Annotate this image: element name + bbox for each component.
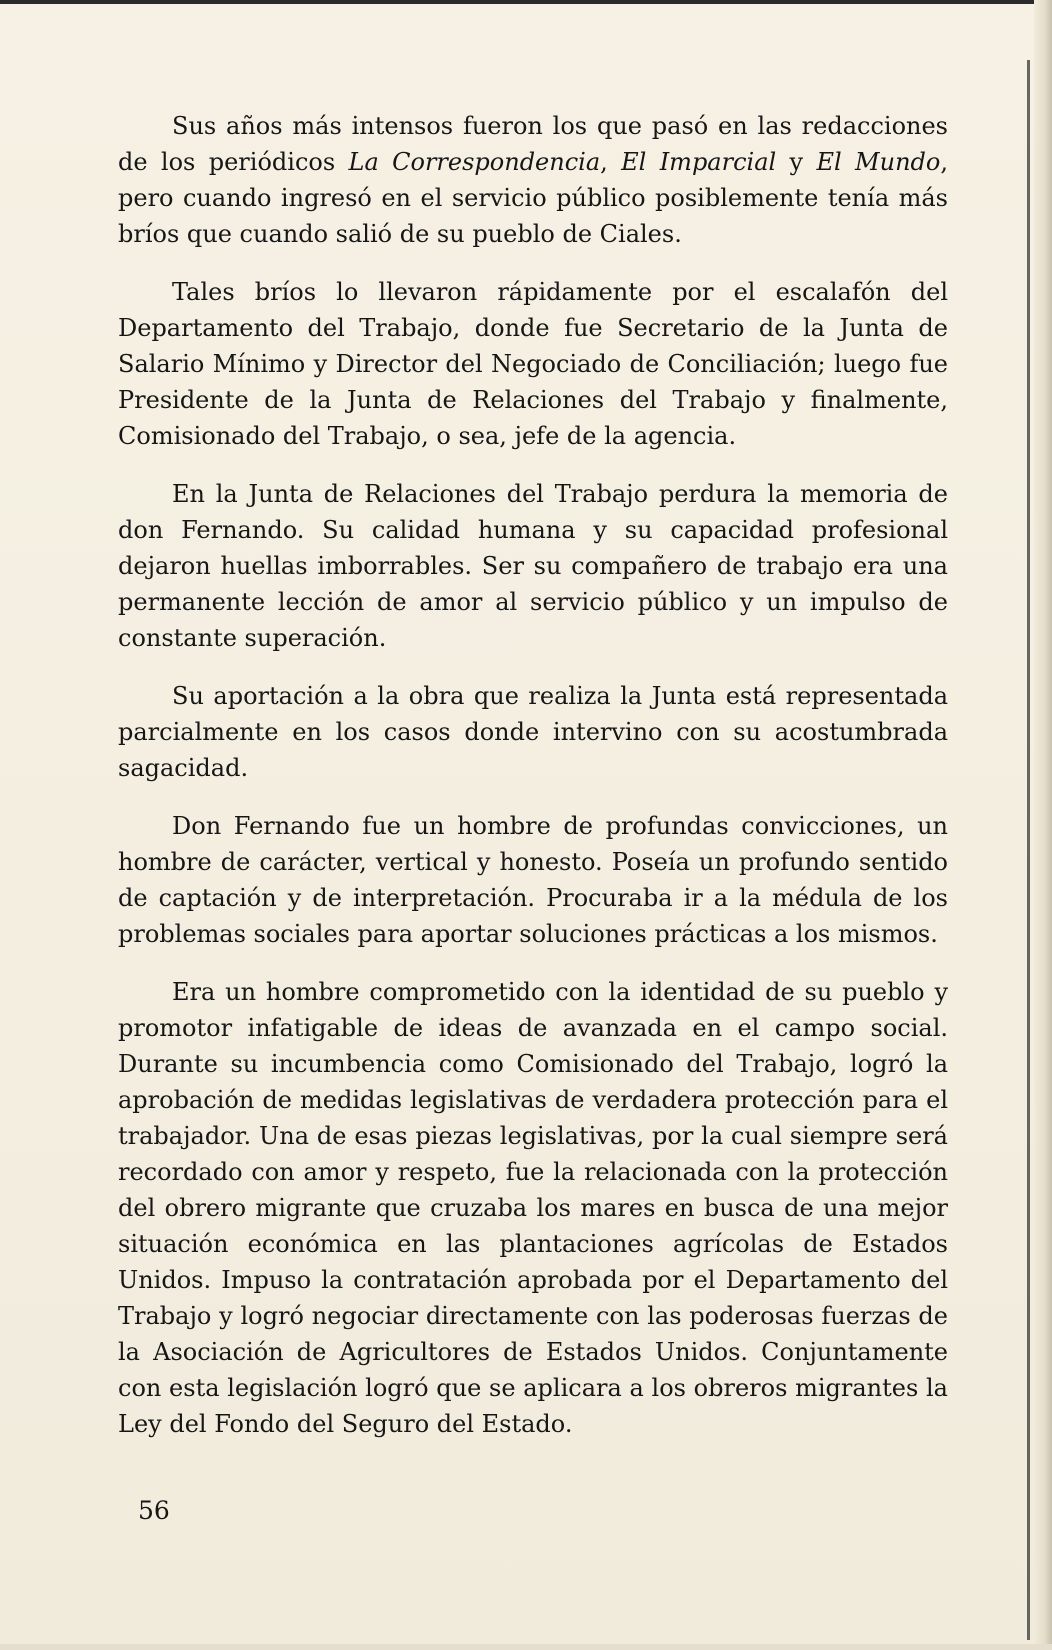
paragraph-5: Don Fernando fue un hombre de profundas convicciones, un hombre de carácter, vertical y honesto. Poseía un profundo sentido de captación y de interpretación. Procuraba ir a la médula de los problemas sociales para aportar soluciones prácticas a los mismos. [118, 812, 948, 948]
paragraph-1: Sus años más intensos fueron los que pasó en las redacciones de los periódicos La Correspondencia, El Imparcial y El Mundo, pero cuando ingresó en el servicio público posiblemente tenía más bríos que cuando salió de su pueblo de Ciales. [118, 112, 948, 248]
page-top-edge [0, 0, 1052, 4]
paragraph-2: Tales bríos lo llevaron rápidamente por el escalafón del Departamento del Trabajo, donde fue Secretario de la Junta de Salario Mínimo y Director del Negociado de Conciliación; luego fue Presidente de la Junta de Relaciones del Trabajo y finalmente, Comisionado del Trabajo, o sea, jefe de la agencia. [118, 278, 948, 450]
newspaper-title: La Correspondencia [348, 148, 601, 176]
page-bottom-edge [0, 1644, 1052, 1650]
page-number: 56 [138, 1496, 170, 1525]
newspaper-title: El Mundo [816, 148, 941, 176]
binding-shadow-line [1027, 60, 1030, 1640]
paragraph-6: Era un hombre comprometido con la identidad de su pueblo y promotor infatigable de ideas de avanzada en el campo social. Durante su incumbencia como Comisionado del Trabajo, logró la aprobación de medidas legislativas de verdadera protección para el trabajador. Una de esas piezas legislativas, por la cual siempre será recordado con amor y respeto, fue la relacionada con la protección del obrero migrante que cruzaba los mares en busca de una mejor situación económica en las plantaciones agrícolas de Estados Unidos. Impuso la contratación aprobada por el Departamento del Trabajo y logró negociar directamente con las poderosas fuerzas de la Asociación de Agricultores de Estados Unidos. Conjuntamente con esta legislación logró que se aplicara a los obreros migrantes la Ley del Fondo del Seguro del Estado. [118, 978, 948, 1438]
body-text [118, 108, 948, 1464]
newspaper-title: El Imparcial [621, 148, 777, 176]
paragraph-3: En la Junta de Relaciones del Trabajo perdura la memoria de don Fernando. Su calidad humana y su capacidad profesional dejaron huellas imborrables. Ser su compañero de trabajo era una permanente lección de amor al servicio público y un impulso de constante superación. [118, 480, 948, 652]
page-right-edge [1034, 0, 1052, 1650]
paragraph-4: Su aportación a la obra que realiza la Junta está representada parcialmente en los casos donde intervino con su acostumbrada sagacidad. [118, 682, 948, 782]
